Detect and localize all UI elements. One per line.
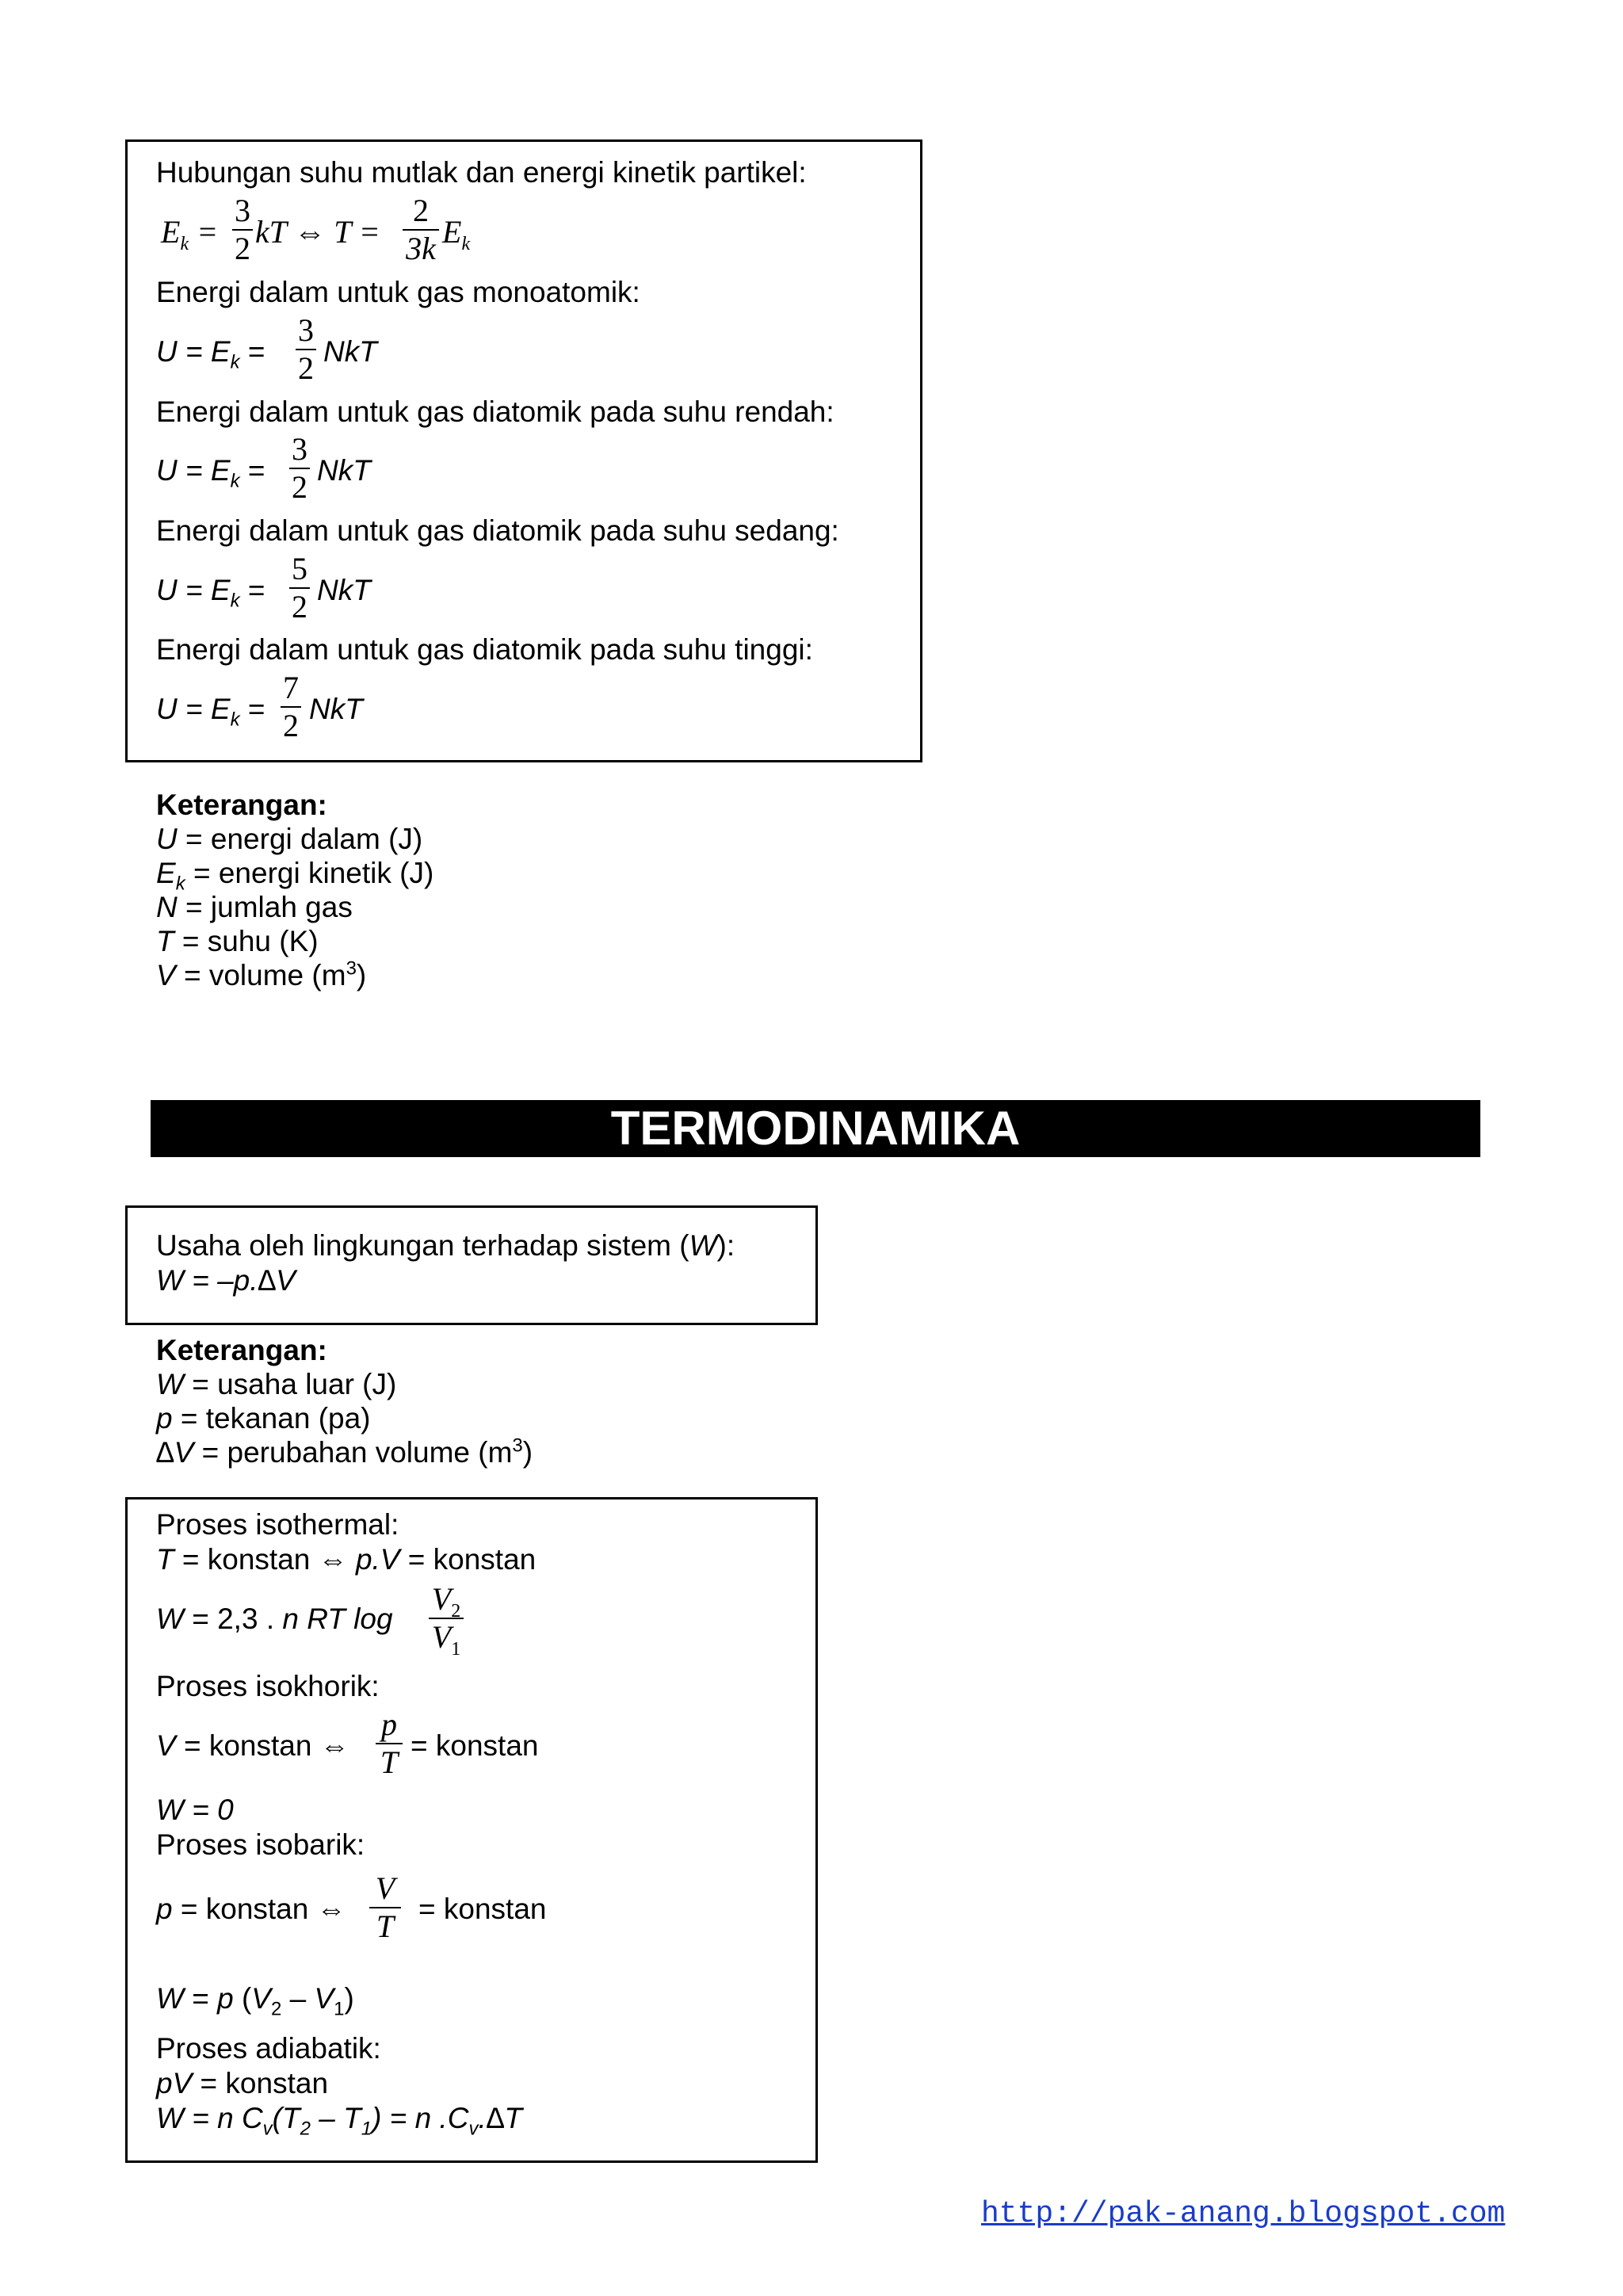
fraction: 5 2: [289, 552, 310, 625]
legend-item: V = volume $(m^3)$: [156, 957, 367, 991]
isothermal-equation: T = konstan ⇔ p.V = konstan: [156, 1543, 537, 1576]
isochoric-title: Proses isokhorik:: [156, 1670, 380, 1702]
isobaric-title: Proses isobarik:: [156, 1828, 365, 1861]
fraction: 3 2: [232, 193, 253, 266]
isothermal-work: W = 2,3 . n RT log: [156, 1603, 393, 1635]
legend-item: T = suhu (K): [156, 925, 319, 957]
legend-item: $E_k$ = energi kinetik (J): [156, 857, 434, 895]
equation-part: NkT: [323, 335, 377, 368]
equation-u-high: $U = E_k$ =: [156, 693, 265, 731]
equation-part: NkT: [317, 574, 371, 606]
fraction: 2 3k: [403, 193, 439, 266]
text-line: Usaha oleh lingkungan terhadap sistem (W):: [156, 1229, 735, 1262]
equation-work: W = –p.∆V: [156, 1264, 296, 1297]
adiabatic-work: W = n $C_v(T_2 - T_1) = n$ $.C_v.\Delta T$: [156, 2102, 522, 2140]
isobaric-equation: p = konstan ⇔: [156, 1893, 346, 1925]
legend-title: Keterangan:: [156, 1334, 327, 1366]
section-banner: TERMODINAMIKA: [151, 1100, 1480, 1157]
equation-part: NkT: [309, 693, 363, 725]
equation-part: = konstan: [418, 1893, 547, 1925]
fraction: V T: [369, 1871, 401, 1944]
legend-item: p = tekanan (pa): [156, 1402, 371, 1435]
isochoric-work: W = 0: [156, 1794, 234, 1826]
fraction: 3 2: [296, 313, 316, 386]
equation-ek: $E_k$ =: [161, 214, 219, 254]
fraction: p T: [376, 1707, 403, 1780]
equation-part: = konstan: [411, 1729, 539, 1762]
equation-part: NkT: [317, 454, 371, 487]
isochoric-equation: V = konstan ⇔: [156, 1729, 349, 1762]
fraction: $V_2$ $V_1$: [429, 1582, 464, 1655]
equation-u-low: $U = E_k$ =: [156, 454, 265, 492]
adiabatic-title: Proses adiabatik:: [156, 2032, 381, 2065]
equation-u-medium: $U = E_k$ =: [156, 574, 265, 612]
text-line: Energi dalam untuk gas diatomik pada suhu rendah:: [156, 395, 834, 428]
text-line: Energi dalam untuk gas diatomik pada suhu sedang:: [156, 514, 839, 547]
text-line: Energi dalam untuk gas monoatomik:: [156, 276, 640, 308]
adiabatic-equation: pV = konstan: [156, 2067, 329, 2099]
fraction: 7 2: [281, 670, 301, 743]
legend-item: U = energi dalam (J): [156, 823, 423, 855]
fraction: 3 2: [289, 432, 310, 505]
legend-item: N = jumlah gas: [156, 891, 353, 923]
text-line: Hubungan suhu mutlak dan energi kinetik partikel:: [156, 156, 807, 189]
equation-u-mono: $U = E_k$ =: [156, 335, 265, 373]
blog-link[interactable]: http://pak-anang.blogspot.com: [981, 2197, 1506, 2231]
text-line: Energi dalam untuk gas diatomik pada suhu tinggi:: [156, 633, 813, 666]
isothermal-title: Proses isothermal:: [156, 1508, 399, 1541]
legend-item: ∆V = perubahan volume $(m^3)$: [156, 1435, 533, 1469]
equation-part: kT ⇔ T =: [255, 214, 380, 250]
legend-item: W = usaha luar (J): [156, 1368, 397, 1400]
equation-part: $E_k$: [442, 214, 471, 254]
isobaric-work: W = p $(V_2 - V_1)$: [156, 1982, 354, 2020]
legend-title: Keterangan:: [156, 789, 327, 821]
